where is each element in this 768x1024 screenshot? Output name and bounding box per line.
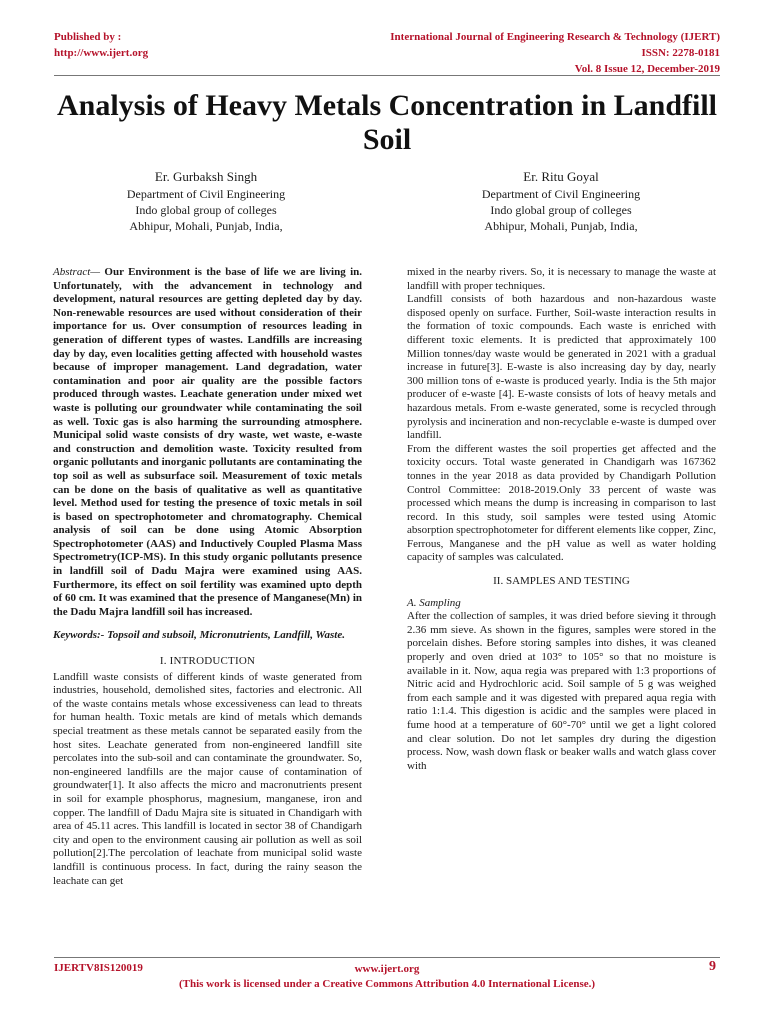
publisher-site-link[interactable]: http://www.ijert.org bbox=[54, 47, 149, 59]
author-block-1 bbox=[76, 168, 336, 234]
abstract bbox=[53, 266, 362, 619]
journal-volume: Vol. 8 Issue 12, December-2019 bbox=[574, 63, 720, 75]
paragraph: mixed in the nearby rivers. So, it is necessary to manage the waste at landfill with proper techniques. bbox=[407, 266, 716, 292]
paragraph: From the different wastes the soil properties get affected and the toxicity occurs. Total waste generated in Chandigarh was 167362 tonnes in the year 2018 as data provided by Chandigarh Pollution Control Committee: 2018-2019.Only 33 percent of waste was processed which means the dump is increasing in comparison to last record. In this study, soil samples were tested using Atomic absorption spectrophotometer for different elements like copper, Zinc, Ferrous, Manganese and the pH value as well as water holding capacity of samples was calculated. bbox=[407, 442, 716, 564]
samples-testing-heading: II. SAMPLES AND TESTING bbox=[493, 575, 630, 588]
author-organization: Indo global group of colleges bbox=[135, 203, 277, 217]
right-column bbox=[407, 266, 716, 773]
abstract-label: Abstract— bbox=[53, 266, 101, 278]
footer-divider bbox=[54, 957, 720, 958]
author-location: Abhipur, Mohali, Punjab, India, bbox=[129, 219, 283, 233]
published-by-label: Published by : bbox=[54, 31, 122, 43]
sampling-subheading: A. Sampling bbox=[407, 596, 461, 609]
paragraph: After the collection of samples, it was dried before sieving it through 2.36 mm sieve. As shown in the figures, samples were stored in the porcelain dishes. Before storing samples into dishes, it was cleaned properly and oven dried at 103° to 105° so that no moisture is available in it. Now, aqua regia was prepared with 1:3 proportions of Nitric acid and Hydrochloric acid. Soil sample of 5 g was weighed from each sample and it was digested with prepared aqua regia with ratio 1:1.4. This digestion is acidic and the samples were placed in fume hood at a temperature of 60°-70° until we get a light colored and clear solution. Do not let samples dry during the digestion process. Now, wash down flask or beaker walls and watch glass cover with bbox=[407, 610, 716, 772]
author-department: Department of Civil Engineering bbox=[481, 187, 641, 201]
author-organization: Indo global group of colleges bbox=[490, 203, 632, 217]
author-department: Department of Civil Engineering bbox=[126, 187, 286, 201]
author-block-2 bbox=[431, 168, 691, 234]
introduction-text: Landfill waste consists of different kinds of waste generated from industries, household, demolished sites, factories and electronic. All of the waste contains metals whose excessiveness can lead to threats for human health. Toxic metals are kind of metals which demands special treatment as these metals cannot be separated easily from the host sites. Leachate generated from non-engineered landfill site percolates into the sub-soil and can contaminate the groundwater. So, non-engineered landfills are the major cause of contamination of groundwater[1]. It also affects the micro and macronutrients present in soil for example phosphorus, magnesium, manganese, iron and copper. The landfill of Dadu Majra site is situated in Chandigarh with area of 45.11 acres. This landfill is located in sector 38 of Chandigarh city and open to the environment causing air pollution as well as soil pollution[2].The percolation of leachate from municipal solid waste landfill is continuous process. In fact, during the rainy season the leachate can get bbox=[53, 670, 362, 887]
abstract-text: Our Environment is the base of life we are living in. Unfortunately, with the advancement in technology and development, natural resources are getting depleted day by day. Non-renewable resources are used without consideration of their importance for us. Over consumption of resources leading in generation of different types of wastes. Landfills are increasing day by day, even localities getting affected with household wastes because of improper management. Land degradation, water contamination and poor air quality are the possible factors produced through wastes. Leachate generation under mixed wet waste is polluting our groundwater while contaminating the soil as well. Toxic gas is also harming the surrounding atmosphere. Municipal solid waste consists of dry waste, wet waste, e-waste and construction and demolition waste. Toxicity resulted from organic pollutants and inorganic pollutants are contaminating the top soil as well as subsurface soil. Measurement of toxic metals can be done on the basis of qualitative as well as quantitative level. Method used for testing the presence of toxic metals in soil is based on spectrophotometer and chromatography. Chemical analysis of soil can be done using Atomic Absorption Spectrophotometer (AAS) and Inductively Coupled Plasma Mass Spectrometry(ICP-MS). In this study organic pollutants presence in landfill soil of Dadu Majra were examined using AAS. Furthermore, its effect on soil fertility was examined upto depth of 60 cm. It was examined that the presence of Manganese(Mn) in the Dadu Majra landfill soil has increased. bbox=[53, 266, 362, 618]
footer-site-link[interactable]: www.ijert.org bbox=[354, 963, 420, 975]
footer-center bbox=[54, 962, 720, 992]
journal-name: International Journal of Engineering Research & Technology (IJERT) bbox=[390, 31, 720, 43]
journal-issn: ISSN: 2278-0181 bbox=[641, 47, 720, 59]
footer-paper-code: IJERTV8IS120019 bbox=[54, 962, 143, 974]
header-publisher bbox=[54, 29, 148, 61]
header-journal bbox=[390, 29, 720, 77]
keywords: Keywords:- Topsoil and subsoil, Micronutrients, Landfill, Waste. bbox=[53, 629, 345, 642]
footer-license: (This work is licensed under a Creative Commons Attribution 4.0 International License.) bbox=[178, 978, 596, 990]
author-name: Er. Ritu Goyal bbox=[523, 169, 599, 184]
page-number: 9 bbox=[709, 959, 716, 974]
header-divider bbox=[54, 75, 720, 76]
paper-title: Analysis of Heavy Metals Concentration in Landfill Soil bbox=[56, 89, 717, 156]
left-column bbox=[53, 266, 362, 888]
author-location: Abhipur, Mohali, Punjab, India, bbox=[484, 219, 638, 233]
introduction-heading: I. INTRODUCTION bbox=[159, 655, 256, 668]
author-name: Er. Gurbaksh Singh bbox=[154, 169, 258, 184]
paragraph: Landfill consists of both hazardous and non-hazardous waste disposed openly on surface. Further, Soil-waste interaction results in the formation of toxic compounds. Each waste is enriched with different toxic elements. It is predicted that approximately 100 Million tonnes/day waste would be generated in 2021 with a gradual increase in future[3]. E-waste is also increasing day by day, nearly 300 million tons of e-waste is produced yearly. India is the 5th major producer of e-waste [4]. E-waste consists of lots of heavy metals and hazardous metals. From e-waste generated, some is recycled through pyrolysis and incineration and non-recyclable e-waste is dumped over landfill. bbox=[407, 293, 716, 442]
